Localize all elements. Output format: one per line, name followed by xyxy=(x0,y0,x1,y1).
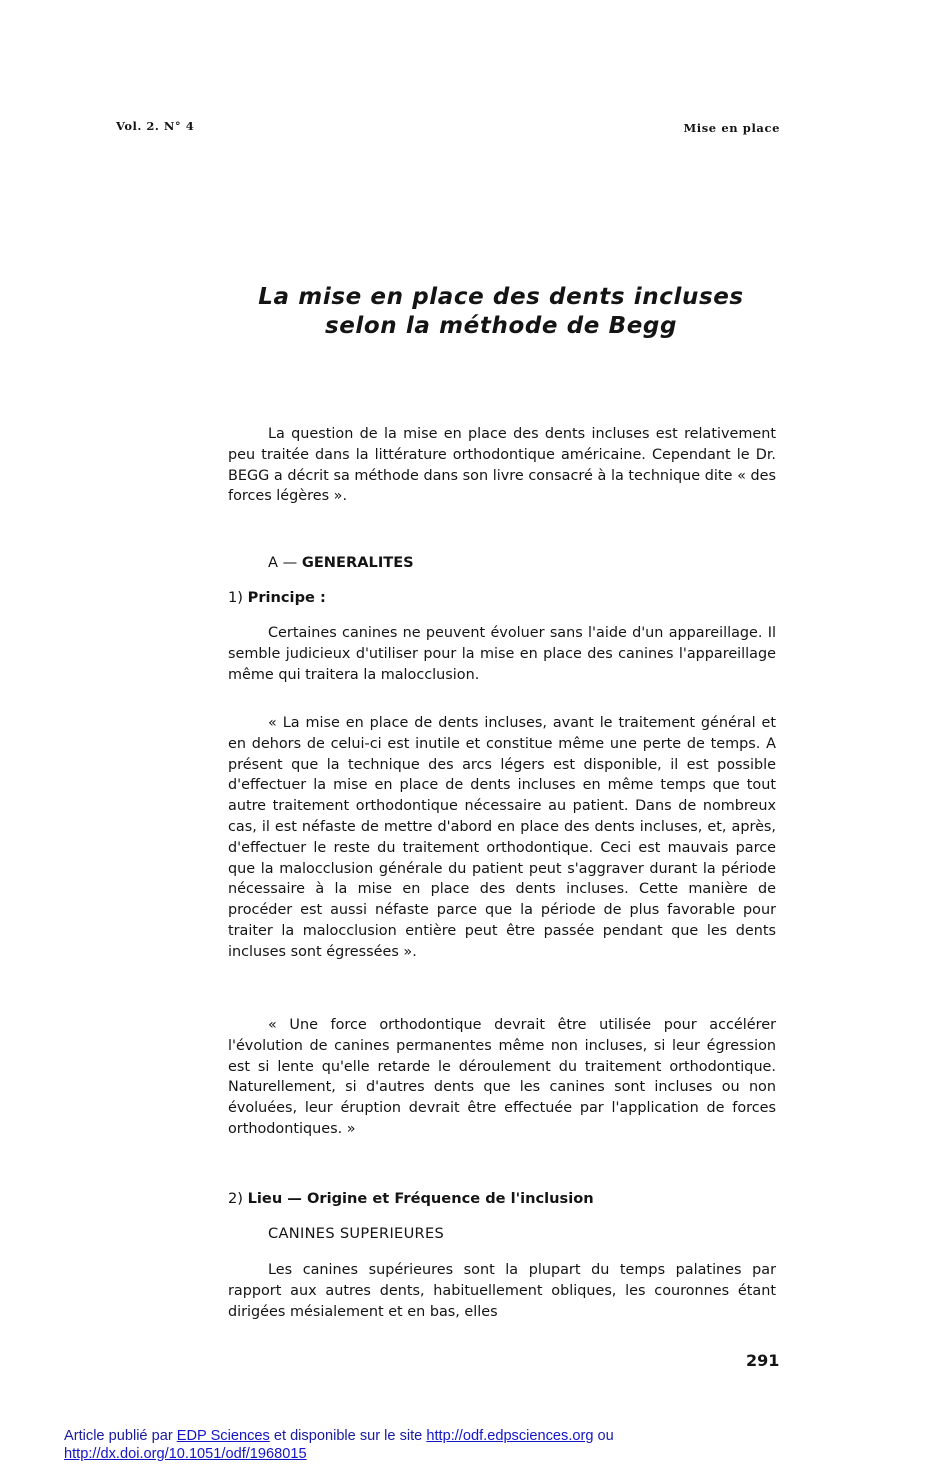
canines-heading: CANINES SUPERIEURES xyxy=(268,1225,445,1242)
journal-site-link[interactable]: http://odf.edpsciences.org xyxy=(426,1428,594,1444)
footer-text-3: ou xyxy=(597,1428,614,1444)
journal-volume: Vol. 2. N° 4 xyxy=(116,119,195,133)
page-number: 291 xyxy=(746,1351,780,1370)
subsection-2-title: Lieu — Origine et Fréquence de l'inclusion xyxy=(247,1190,594,1207)
canines-paragraph: Les canines supérieures sont la plupart du temps palatines par rapport aux autres dents, habituellement obliques, les couronnes étant dirigées mésialement et en bas, elles xyxy=(228,1262,776,1320)
section-a-prefix: A — xyxy=(268,554,298,571)
edp-sciences-link[interactable]: EDP Sciences xyxy=(176,1428,270,1444)
intro-paragraph: La question de la mise en place des dents incluses est relativement peu traitée dans la littérature orthodontique américaine. Cependant le Dr. BEGG a décrit sa méthode dans son livre consacré à la technique dite « des forces légères ». xyxy=(228,426,776,505)
section-a-heading xyxy=(268,554,414,571)
begg-quote-1: « La mise en place de dents incluses, avant le traitement général et en dehors de celui-ci est inutile et constitue même une perte de temps. A présent que la technique des arcs légers est disponible, il est possible d'effectuer la mise en place de dents incluses en même temps que tout autre traitement orthodontique nécessaire au patient. Dans de nombreux cas, il est néfaste de mettre d'abord en place des dents incluses, et, après, d'effectuer le reste du traitement orthodontique. Ceci est mauvais parce que la malocclusion générale du patient peut s'aggraver durant la période nécessaire à la mise en place des dents incluses. Cette manière de procéder est aussi néfaste parce que la période de plus favorable pour traiter la malocclusion entière peut être passée pendant que les dents incluses sont égressées ». xyxy=(228,715,776,960)
begg-quote-2: « Une force orthodontique devrait être utilisée pour accélérer l'évolution de canines permanentes même non incluses, si leur égression est si lente qu'elle retarde le déroulement du traitement orthodontique. Naturellement, si d'autres dents que les canines sont incluses ou non évoluées, leur éruption devrait être effectuée par l'application de forces orthodontiques. » xyxy=(228,1017,776,1137)
subsection-1-number: 1) xyxy=(228,589,243,606)
doi-link[interactable]: http://dx.doi.org/10.1051/odf/1968015 xyxy=(64,1446,307,1462)
subsection-1-heading xyxy=(228,589,326,606)
footer-text-1: Article publié par xyxy=(64,1428,173,1444)
section-a-title: GENERALITES xyxy=(301,554,414,571)
publisher-footer xyxy=(64,1427,904,1463)
article-title xyxy=(222,283,780,341)
subsection-2-heading xyxy=(228,1190,594,1207)
subsection-2-number: 2) xyxy=(228,1190,243,1207)
running-title: Mise en place xyxy=(683,121,780,135)
footer-text-2: et disponible sur le site xyxy=(273,1428,423,1444)
title-line-2: selon la méthode de Begg xyxy=(324,313,678,339)
subsection-1-title: Principe : xyxy=(247,589,326,606)
title-line-1: La mise en place des dents incluses xyxy=(258,284,744,310)
principle-paragraph: Certaines canines ne peuvent évoluer sans l'aide d'un appareillage. Il semble judicieux d'utiliser pour la mise en place des canines l'appareillage même qui traitera la malocclusion. xyxy=(228,625,776,683)
